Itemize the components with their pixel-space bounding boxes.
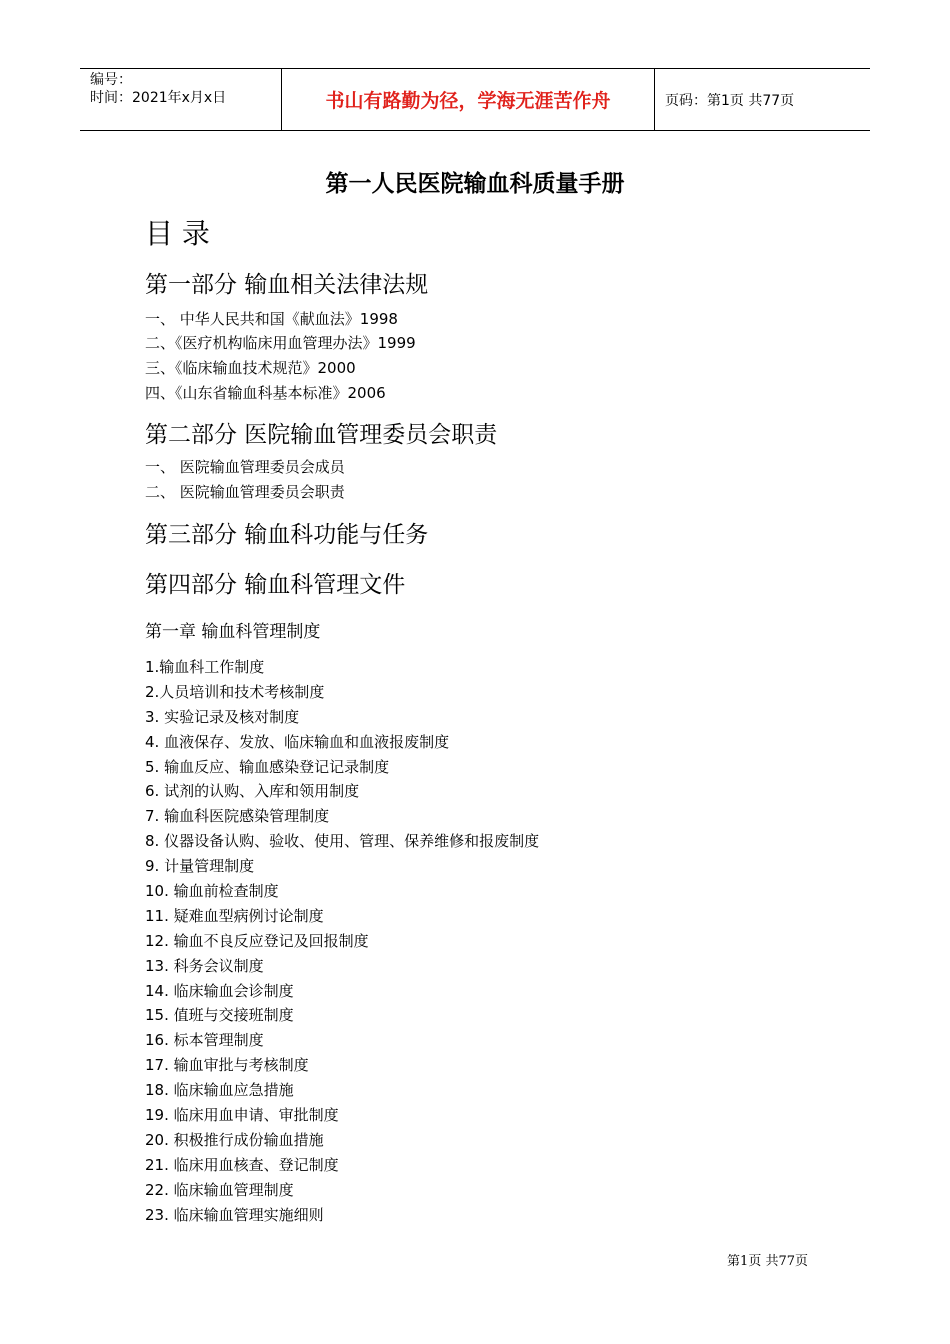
- list-item: 1.输血科工作制度: [145, 658, 265, 676]
- header-meta: [80, 69, 281, 130]
- list-item: 8. 仪器设备认购、验收、使用、管理、保养维修和报废制度: [145, 832, 540, 851]
- document-title: 第一人民医院输血科质量手册: [325, 171, 625, 197]
- page-header: [80, 68, 870, 131]
- header-motto: 书山有路勤为径，学海无涯苦作舟: [281, 69, 655, 130]
- part-2-item: 二、 医院输血管理委员会职责: [145, 483, 345, 501]
- list-item: 5. 输血反应、输血感染登记记录制度: [145, 757, 390, 776]
- part-2-title: 第二部分 医院输血管理委员会职责: [145, 422, 498, 448]
- list-item: 12. 输血不良反应登记及回报制度: [145, 931, 369, 950]
- regulation-list: [145, 655, 539, 1227]
- list-item: 20. 积极推行成份输血措施: [145, 1130, 324, 1149]
- list-item: 11. 疑难血型病例讨论制度: [145, 906, 324, 925]
- toc-heading: 目 录: [145, 217, 210, 250]
- part-1-item: 一、 中华人民共和国《献血法》1998: [145, 310, 398, 328]
- time-label: 时间：2021年x月x日: [90, 90, 227, 106]
- list-item: 15. 值班与交接班制度: [145, 1006, 294, 1025]
- page-footer: 第1页 共77页: [727, 1254, 808, 1269]
- list-item: 6. 试剂的认购、入库和领用制度: [145, 782, 360, 801]
- list-item: 9. 计量管理制度: [145, 857, 255, 876]
- list-item: 22. 临床输血管理制度: [145, 1180, 294, 1199]
- part-4-title: 第四部分 输血科管理文件: [145, 572, 406, 598]
- list-item: 14. 临床输血会诊制度: [145, 981, 294, 1000]
- list-item: 3. 实验记录及核对制度: [145, 707, 300, 726]
- chapter-title: 第一章 输血科管理制度: [145, 622, 321, 642]
- list-item: 13. 科务会议制度: [145, 956, 264, 975]
- list-item: 7. 输血科医院感染管理制度: [145, 807, 330, 826]
- list-item: 18. 临床输血应急措施: [145, 1081, 294, 1100]
- list-item: 23. 临床输血管理实施细则: [145, 1205, 324, 1224]
- part-1-item: 三、《临床输血技术规范》2000: [145, 359, 356, 377]
- list-item: 19. 临床用血申请、审批制度: [145, 1106, 339, 1125]
- part-3-title: 第三部分 输血科功能与任务: [145, 522, 429, 548]
- list-item: 10. 输血前检查制度: [145, 882, 279, 901]
- part-1-item: 二、《医疗机构临床用血管理办法》1999: [145, 334, 416, 352]
- list-item: 2.人员培训和技术考核制度: [145, 682, 325, 701]
- list-item: 16. 标本管理制度: [145, 1031, 264, 1050]
- part-1-title: 第一部分 输血相关法律法规: [145, 272, 429, 298]
- part-1-item: 四、《山东省输血科基本标准》2006: [145, 384, 386, 402]
- number-label: 编号：: [90, 72, 132, 88]
- list-item: 4. 血液保存、发放、临床输血和血液报废制度: [145, 732, 450, 751]
- list-item: 17. 输血审批与考核制度: [145, 1056, 309, 1075]
- list-item: 21. 临床用血核查、登记制度: [145, 1155, 339, 1174]
- part-2-item: 一、 医院输血管理委员会成员: [145, 458, 345, 476]
- header-page-info: 页码：第1页 共77页: [665, 92, 795, 109]
